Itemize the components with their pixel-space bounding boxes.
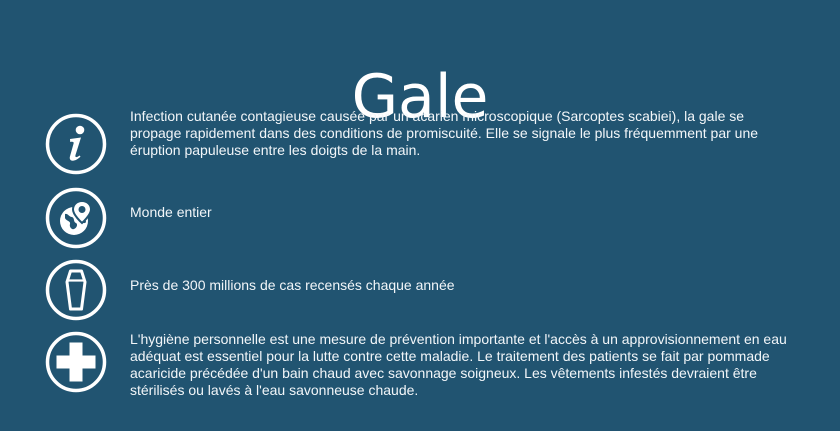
coffin-icon — [45, 259, 107, 321]
cases-text: Près de 300 millions de cas recensés chaque année — [130, 277, 455, 293]
medical-cross-icon — [45, 331, 107, 393]
distribution-text: Monde entier — [130, 204, 212, 220]
description-text: Infection cutanée contagieuse causée par un acarien microscopique (Sarcoptes scabiei), la gale se propage rapidement dans des conditions de promiscuité. Elle se signale le plus fréquemment par une éruption papuleuse entre les doigts de la main. — [130, 108, 759, 158]
globe-location-icon — [45, 187, 107, 249]
page-title: Gale — [351, 62, 489, 133]
info-icon — [45, 113, 107, 175]
prevention-text: L'hygiène personnelle est une mesure de prévention importante et l'accès à un approvisionnement en eau adéquat est essentiel pour la lutte contre cette maladie. Le traitement des patients se fait par pommade acaricide précédée d'un bain chaud avec savonnage soigneux. Les vêtements infestés devraient être stérilisés ou lavés à l'eau savonneuse chaude. — [130, 331, 787, 398]
